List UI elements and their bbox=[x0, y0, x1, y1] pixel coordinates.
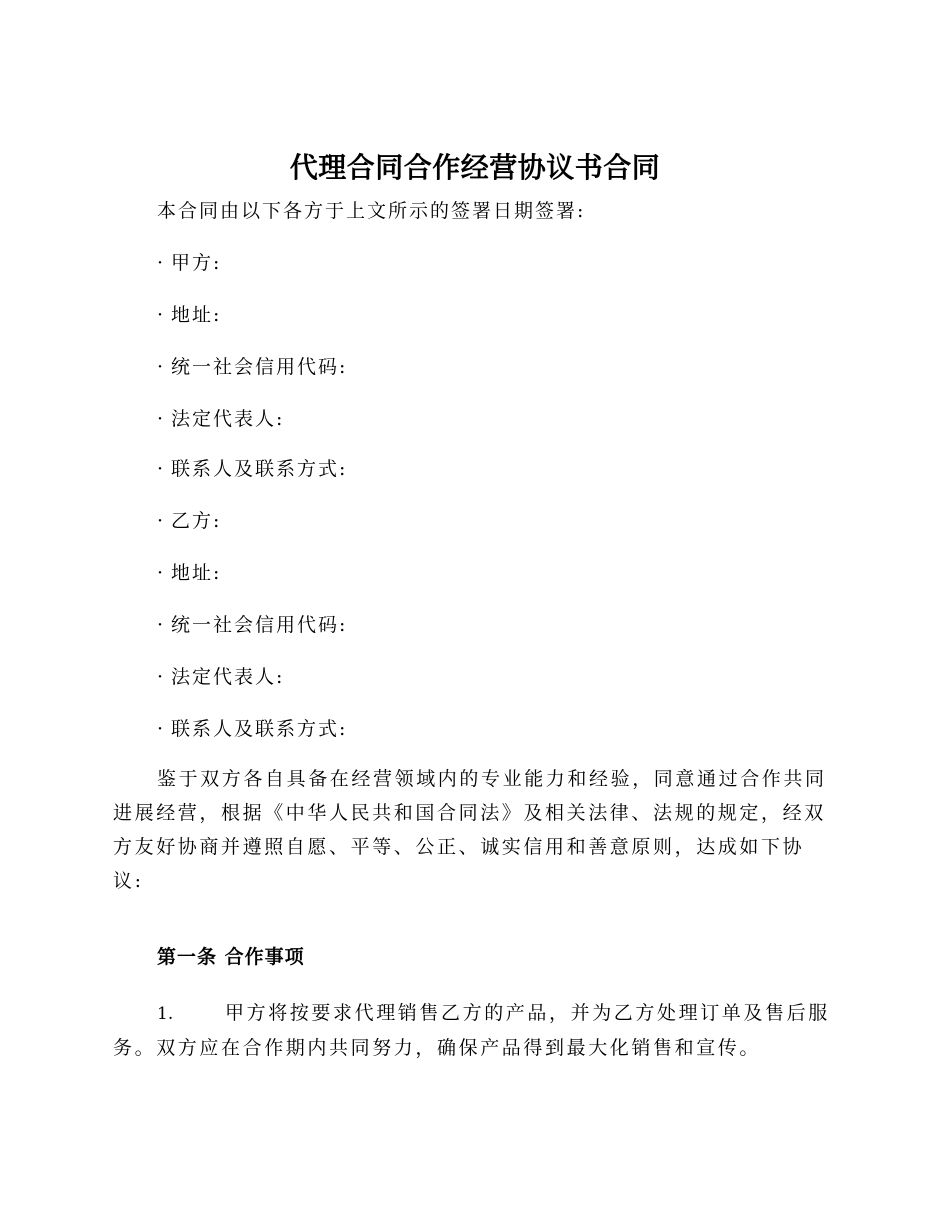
intro-text: 本合同由以下各方于上文所示的签署日期签署: bbox=[157, 200, 586, 222]
party-b-address-label: 地址: bbox=[171, 562, 222, 584]
bullet-icon: · bbox=[157, 718, 166, 740]
party-a-legal-rep-field bbox=[157, 406, 284, 432]
party-a-address-field bbox=[157, 302, 221, 328]
bullet-icon: · bbox=[157, 666, 166, 688]
bullet-icon: · bbox=[157, 562, 166, 584]
party-a-legal-rep-label: 法定代表人: bbox=[171, 408, 285, 430]
bullet-icon: · bbox=[157, 614, 166, 636]
party-b-address-field bbox=[157, 560, 221, 586]
party-b-legal-rep-label: 法定代表人: bbox=[171, 666, 285, 688]
party-a-field bbox=[157, 250, 221, 276]
party-a-contact-label: 联系人及联系方式: bbox=[171, 458, 348, 480]
item-text: 甲方将按要求代理销售乙方的产品，并为乙方处理订单及售后服务。双方应在合作期内共同努力，确保产品得到最大化销售和宣传。 bbox=[113, 1002, 830, 1059]
party-a-credit-code-label: 统一社会信用代码: bbox=[171, 356, 348, 378]
party-b-label: 乙方: bbox=[171, 510, 222, 532]
article-1-item-1 bbox=[113, 996, 833, 1065]
bullet-icon: · bbox=[157, 252, 166, 274]
party-b-credit-code-field bbox=[157, 612, 347, 638]
party-b-credit-code-label: 统一社会信用代码: bbox=[171, 614, 348, 636]
party-a-label: 甲方: bbox=[171, 252, 222, 274]
party-b-contact-field bbox=[157, 716, 347, 742]
party-a-address-label: 地址: bbox=[171, 304, 222, 326]
bullet-icon: · bbox=[157, 304, 166, 326]
document-title: 代理合同合作经营协议书合同 bbox=[289, 151, 661, 184]
party-b-legal-rep-field bbox=[157, 664, 284, 690]
article-1-heading: 第一条 合作事项 bbox=[157, 946, 305, 968]
bullet-icon: · bbox=[157, 408, 166, 430]
bullet-icon: · bbox=[157, 510, 166, 532]
party-b-contact-label: 联系人及联系方式: bbox=[171, 718, 348, 740]
party-a-credit-code-field bbox=[157, 354, 347, 380]
item-number: 1. bbox=[157, 1004, 174, 1024]
preamble-paragraph: 鉴于双方各自具备在经营领域内的专业能力和经验，同意通过合作共同进展经营，根据《中华人民共和国合同法》及相关法律、法规的规定，经双方友好协商并遵照自愿、平等、公正、诚实信用和善意原则，达成如下协议: bbox=[113, 768, 827, 892]
party-b-field bbox=[157, 508, 221, 534]
bullet-icon: · bbox=[157, 356, 166, 378]
party-a-contact-field bbox=[157, 456, 347, 482]
bullet-icon: · bbox=[157, 458, 166, 480]
